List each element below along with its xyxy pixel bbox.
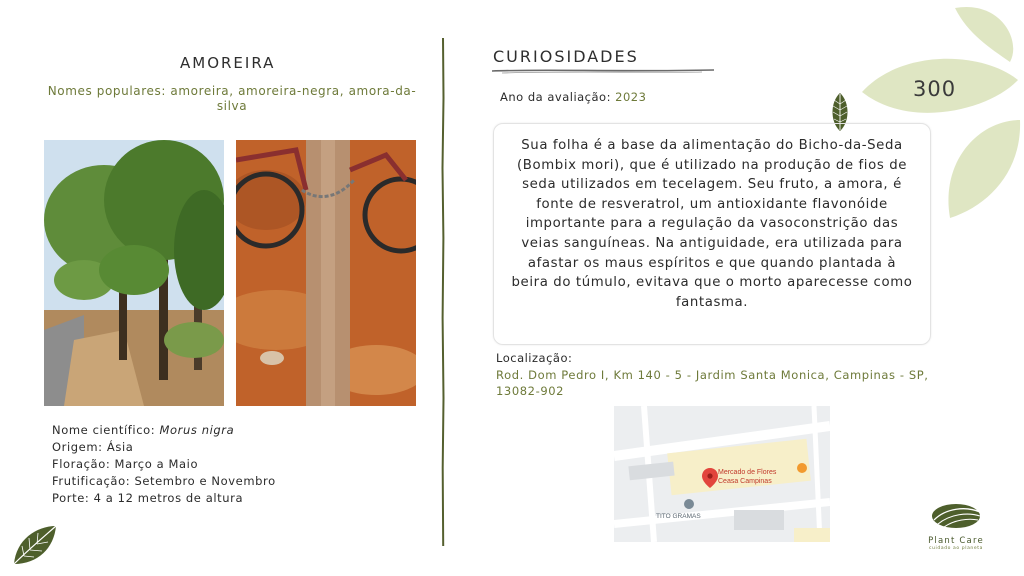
plant-info — [52, 422, 276, 507]
tree-photo — [44, 140, 224, 406]
curiosities-title: CURIOSIDADES — [493, 47, 639, 66]
scientific-value: Morus nigra — [159, 423, 235, 437]
map-graphic — [614, 406, 830, 542]
trunk-photo — [236, 140, 416, 406]
logo-name: Plant Care — [928, 536, 984, 546]
plant-name: AMOREIRA — [180, 54, 276, 72]
leaf-icon — [10, 522, 60, 568]
curiosities-text-box — [493, 123, 931, 345]
location-label: Localização: — [496, 351, 573, 365]
logo-leaf-icon — [930, 500, 982, 532]
popular-names: Nomes populares: amoreira, amoreira-negra, amora-da-silva — [47, 84, 417, 113]
location-address[interactable]: Rod. Dom Pedro I, Km 140 - 5 - Jardim Santa Monica, Campinas - SP, 13082-902 — [496, 368, 929, 398]
fruiting: Frutificação: Setembro e Novembro — [52, 474, 276, 488]
year-label: Ano da avaliação: — [500, 90, 611, 104]
flowering: Floração: Março a Maio — [52, 457, 199, 471]
title-underline — [492, 67, 714, 75]
plant-number: 300 — [913, 77, 957, 101]
evaluation-year — [500, 90, 646, 104]
map-place-label: Mercado de Flores — [718, 469, 777, 476]
scientific-label: Nome científico: — [52, 423, 156, 437]
curiosities-text: Sua folha é a base da alimentação do Bicho-da-Seda (Bombix mori), que é utilizado na produção de fios de seda utilizados em tecelagem. Seu fruto, a amora, é fonte de resveratrol, um antioxidante flavonóide importante para a regulação da vasoconstrição das veias sanguíneas. Na antiguidade, era utilizada para afastar os maus espíritos e que quando plantada à beira do túmulo, evitava que o morto aparecesse como fantasma. — [511, 138, 913, 310]
location-map[interactable] — [614, 406, 830, 542]
year-value: 2023 — [615, 90, 647, 104]
map-nearby-label: TITO GRAMAS — [656, 513, 701, 520]
logo-tagline: cuidado ao planeta — [929, 546, 983, 551]
plant-care-logo — [920, 500, 992, 550]
origin: Origem: Ásia — [52, 440, 134, 454]
column-divider — [441, 38, 445, 546]
scientific-name — [52, 422, 276, 439]
map-place-label-2: Ceasa Campinas — [718, 478, 772, 485]
size: Porte: 4 a 12 metros de altura — [52, 491, 244, 505]
